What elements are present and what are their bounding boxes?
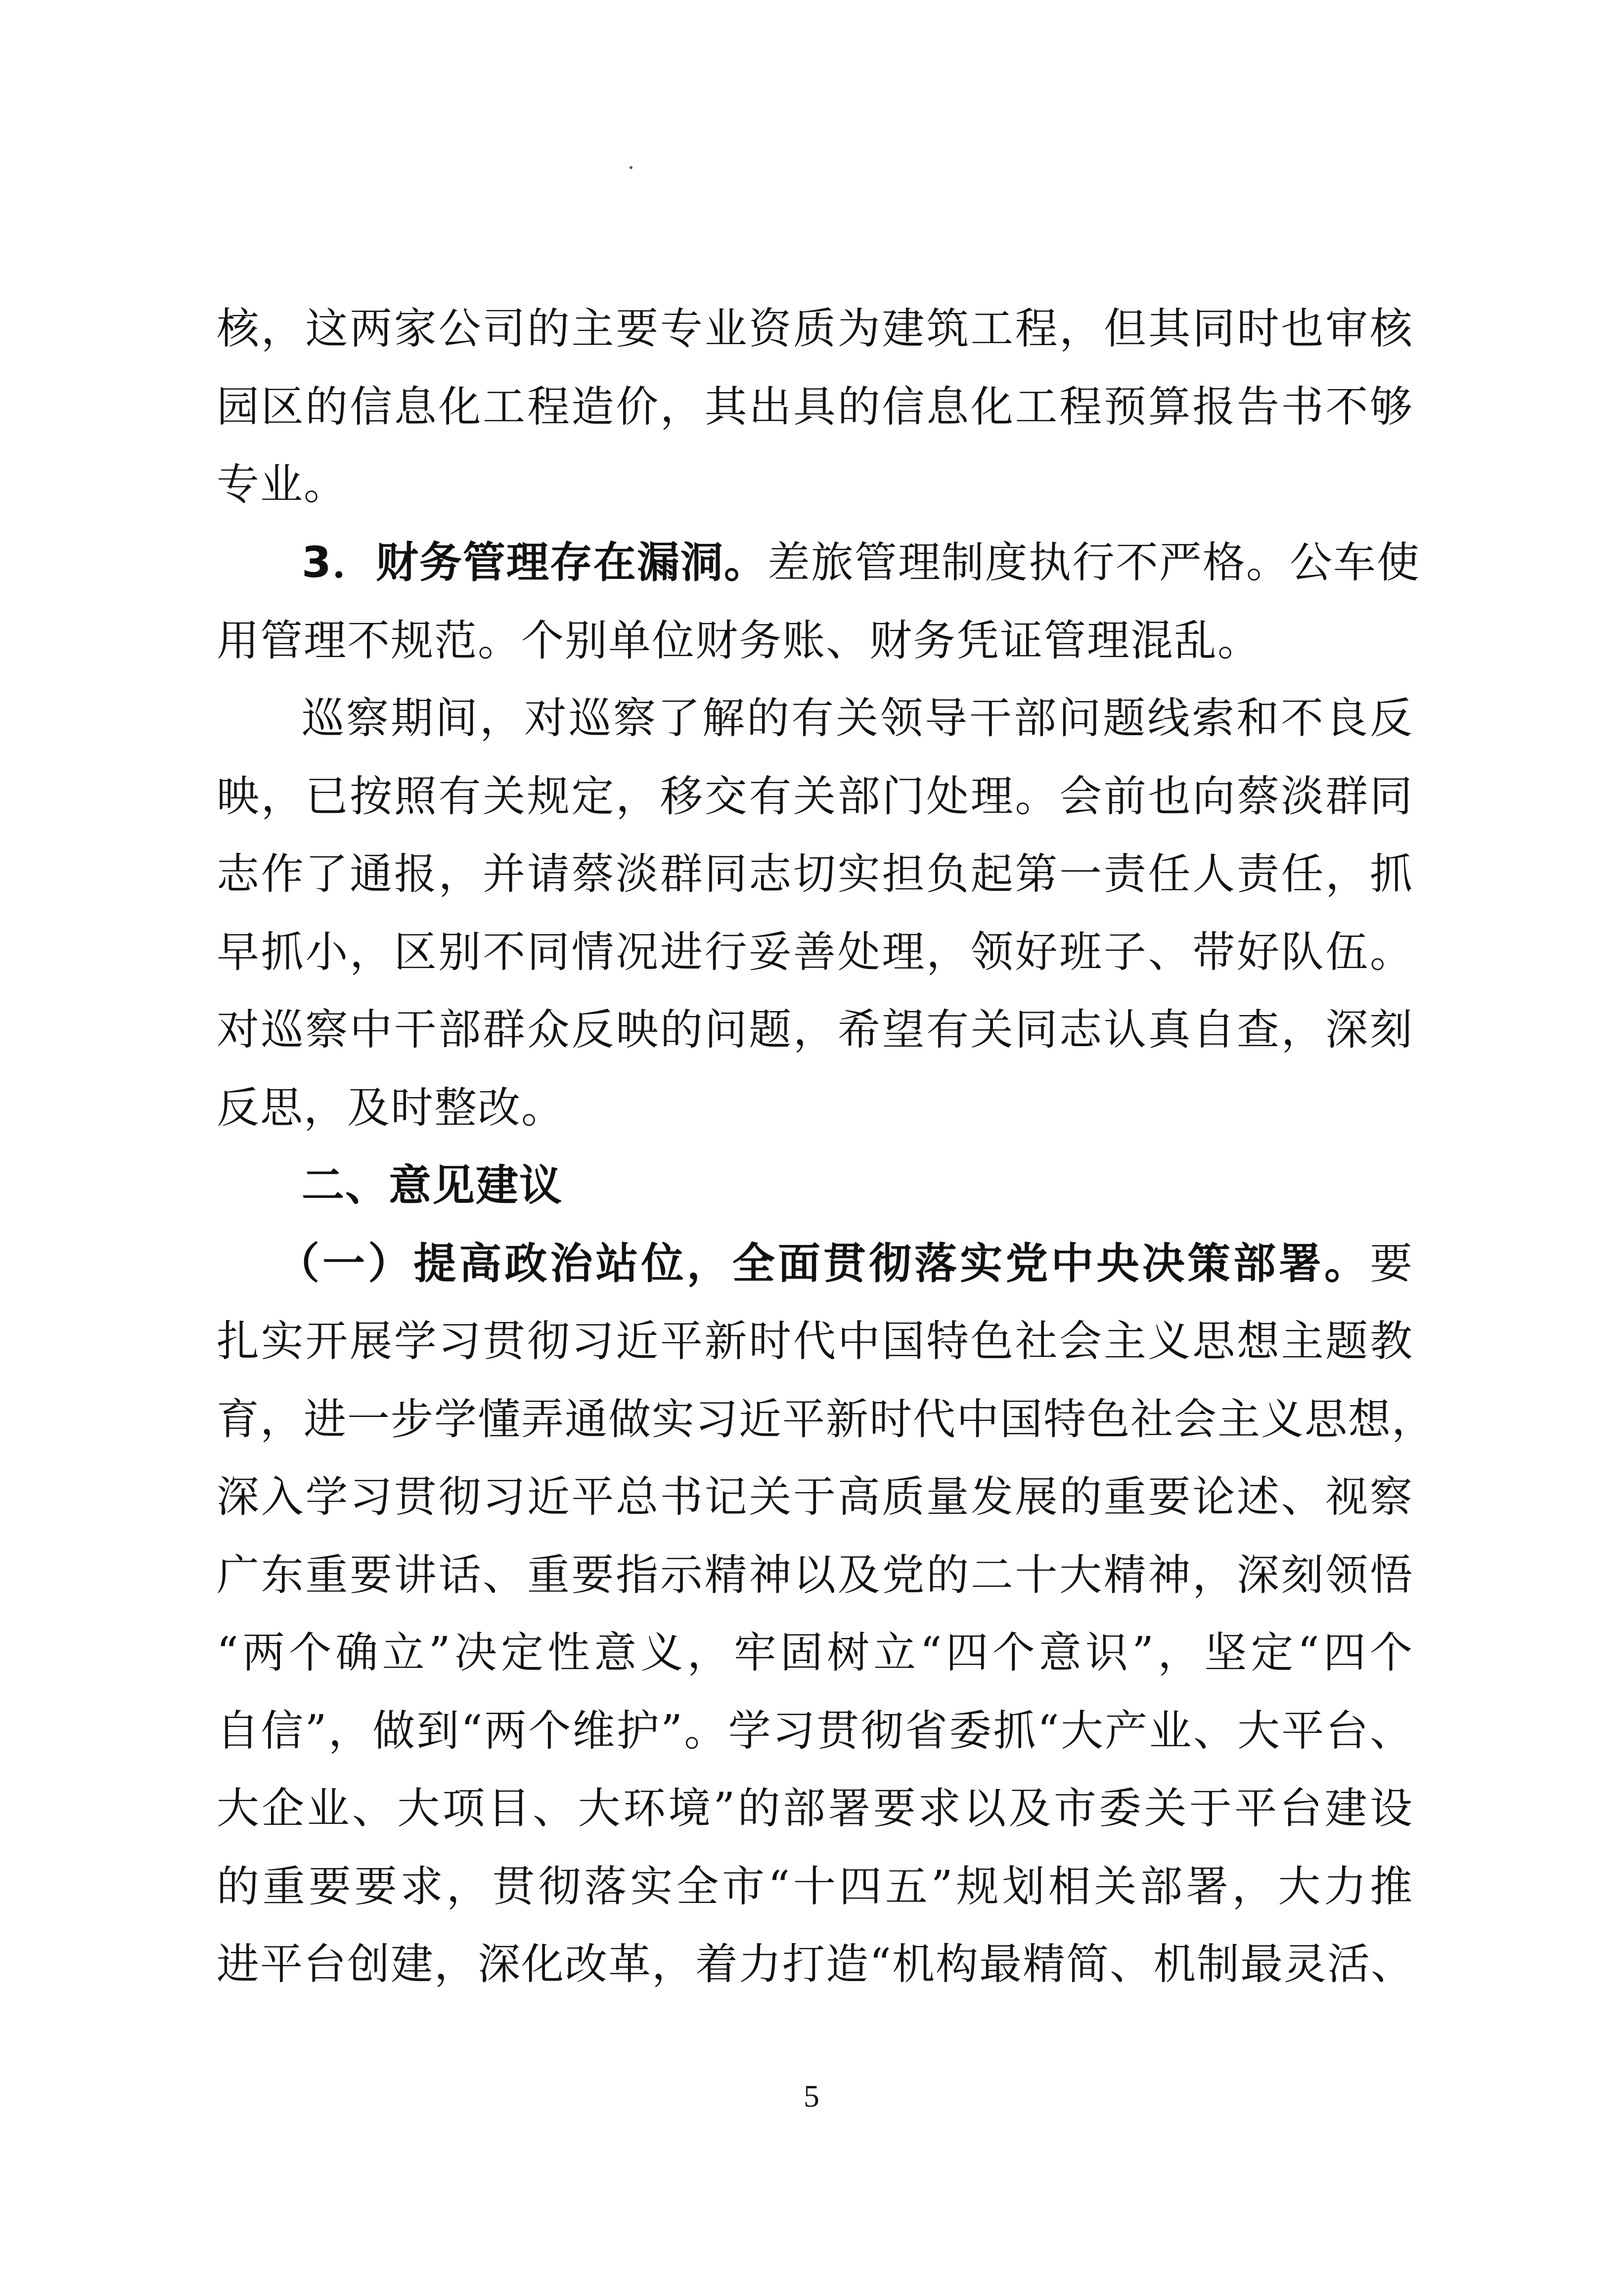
text-line: 深入学习贯彻习近平总书记关于高质量发展的重要论述、视察 bbox=[217, 1472, 1413, 1522]
text-line: 广东重要讲话、重要指示精神以及党的二十大精神，深刻领悟 bbox=[217, 1550, 1413, 1600]
text-line-with-heading bbox=[302, 526, 1420, 600]
scan-speck bbox=[630, 166, 632, 169]
text-line: 用管理不规范。个别单位财务账、财务凭证管理混乱。 bbox=[217, 616, 1261, 665]
text-line: 进平台创建，深化改革，着力打造“机构最精简、机制最灵活、 bbox=[217, 1940, 1414, 1989]
text-line: 早抓小，区别不同情况进行妥善处理，领好班子、带好队伍。 bbox=[217, 927, 1413, 977]
text-line: 专业。 bbox=[217, 460, 347, 509]
text-line: 的重要要求，贯彻落实全市“十四五”规划相关部署，大力推 bbox=[217, 1862, 1413, 1911]
text-line: 扎实开展学习贯彻习近平新时代中国特色社会主义思想主题教 bbox=[217, 1317, 1413, 1366]
section-heading: 二、意见建议 bbox=[302, 1161, 563, 1210]
text-line: 育，进一步学懂弄通做实习近平新时代中国特色社会主义思想， bbox=[217, 1395, 1435, 1444]
text-line: 巡察期间，对巡察了解的有关领导干部问题线索和不良反 bbox=[302, 694, 1413, 743]
text-line: 对巡察中干部群众反映的问题，希望有关同志认真自查，深刻 bbox=[217, 1005, 1413, 1055]
subheading: 3．财务管理存在漏洞。 bbox=[302, 538, 767, 587]
text-run: 差旅管理制度执行不严格。公车使 bbox=[767, 538, 1420, 587]
text-run: 要 bbox=[1370, 1239, 1413, 1288]
text-line: 大企业、大项目、大环境”的部署要求以及市委关于平台建设 bbox=[217, 1784, 1413, 1833]
text-line-with-heading bbox=[277, 1227, 1413, 1301]
text-line: 映，已按照有关规定，移交有关部门处理。会前也向蔡淡群同 bbox=[217, 772, 1413, 821]
page-number: 5 bbox=[804, 2078, 819, 2114]
text-line: 园区的信息化工程造价，其出具的信息化工程预算报告书不够 bbox=[217, 382, 1413, 432]
text-line: 核，这两家公司的主要专业资质为建筑工程，但其同时也审核 bbox=[217, 304, 1413, 353]
text-line: 反思，及时整改。 bbox=[217, 1083, 565, 1133]
text-line: 志作了通报，并请蔡淡群同志切实担负起第一责任人责任，抓 bbox=[217, 849, 1413, 899]
text-line: 自信”，做到“两个维护”。学习贯彻省委抓“大产业、大平台、 bbox=[217, 1706, 1413, 1756]
text-line: “两个确立”决定性意义，牢固树立“四个意识”，坚定“四个 bbox=[217, 1628, 1413, 1678]
subheading: （一）提高政治站位，全面贯彻落实党中央决策部署。 bbox=[277, 1239, 1370, 1288]
